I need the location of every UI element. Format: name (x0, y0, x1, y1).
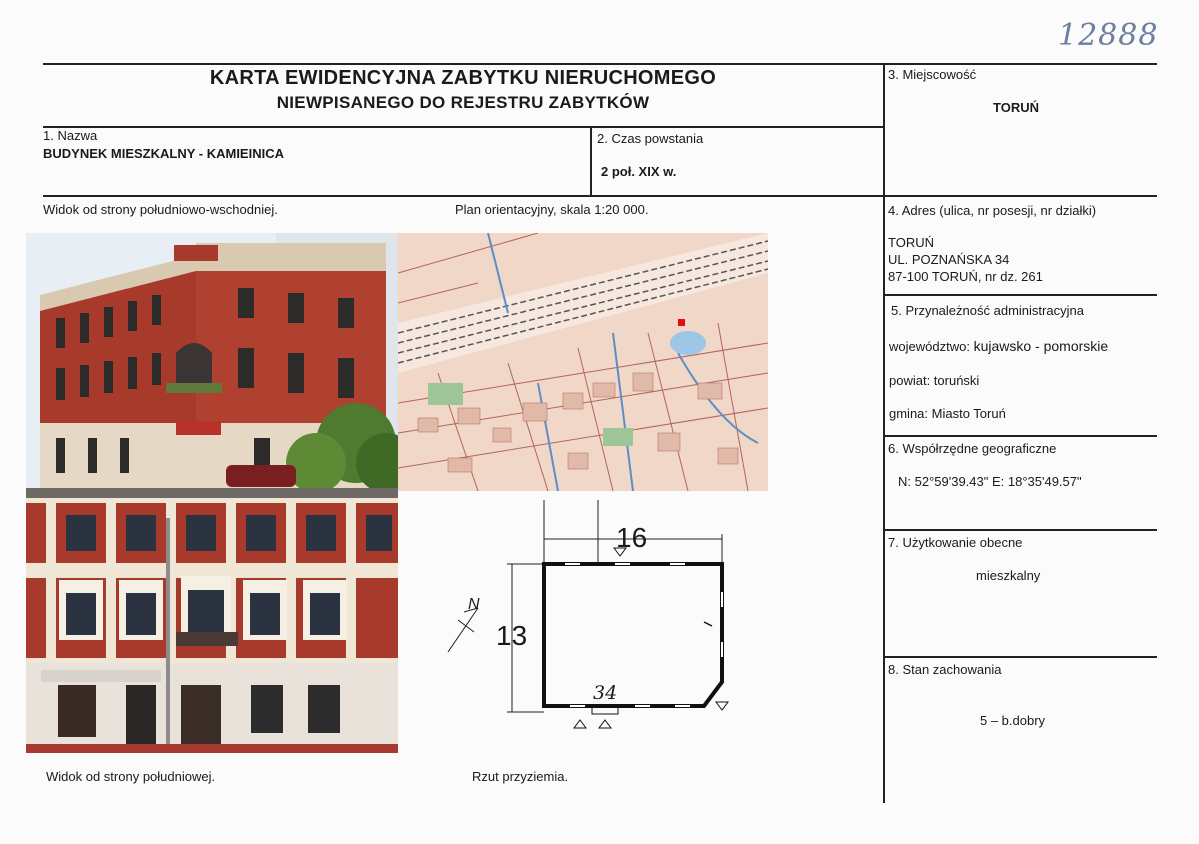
inventory-number: 12888 (1058, 18, 1159, 53)
admin-label: 5. Przynależność administracyjna (891, 303, 1084, 318)
plan-width-dimension: 16 (616, 522, 648, 553)
name-period-divider (590, 126, 592, 195)
locality-label: 3. Miejscowość (888, 67, 977, 82)
voivodeship-label: województwo: (889, 339, 970, 354)
caption-floor-plan: Rzut przyziemia. (472, 769, 569, 784)
rule-after-admin (883, 435, 1157, 437)
period-label: 2. Czas powstania (597, 131, 704, 146)
name-value: BUDYNEK MIESZKALNY - KAMIEINICA (43, 146, 284, 161)
rule-after-address (883, 294, 1157, 296)
condition-label: 8. Stan zachowania (888, 662, 1002, 677)
address-label: 4. Adres (ulica, nr posesji, nr działki) (888, 203, 1097, 218)
name-label: 1. Nazwa (43, 128, 98, 143)
address-line3: 87-100 TORUŃ, nr dz. 261 (888, 269, 1043, 284)
caption-view-south: Widok od strony południowej. (46, 769, 216, 784)
card-subtitle: NIEWPISANEGO DO REJESTRU ZABYTKÓW (276, 93, 650, 112)
card-title: KARTA EWIDENCYJNA ZABYTKU NIERUCHOMEGO (209, 67, 717, 89)
caption-view-southeast: Widok od strony południowo-wschodniej. (43, 202, 278, 217)
north-indicator: N (468, 596, 480, 613)
header-bottom-rule (43, 126, 883, 128)
orientation-map (398, 233, 768, 491)
address-line2: UL. POZNAŃSKA 34 (888, 252, 1010, 267)
voivodeship-row (889, 338, 1108, 354)
voivodeship-value: kujawsko - pomorskie (973, 338, 1109, 354)
floor-plan-drawing (440, 492, 740, 740)
top-rule (43, 63, 1157, 65)
name-row-bottom-rule (43, 195, 1157, 197)
rule-after-usage (883, 656, 1157, 658)
coords-label: 6. Współrzędne geograficzne (888, 441, 1057, 456)
address-line1: TORUŃ (888, 235, 934, 250)
usage-value: mieszkalny (976, 568, 1041, 583)
rule-after-coords (883, 529, 1157, 531)
condition-value: 5 – b.dobry (980, 713, 1046, 728)
plan-depth-dimension: 13 (496, 620, 528, 651)
right-column-divider (883, 63, 885, 803)
usage-label: 7. Użytkowanie obecne (888, 535, 1023, 550)
caption-orientation-plan: Plan orientacyjny, skala 1:20 000. (455, 202, 649, 217)
photo-south-view (26, 498, 398, 753)
photo-southeast-view (26, 233, 398, 498)
county: powiat: toruński (889, 373, 980, 388)
coords-value: N: 52°59'39.43" E: 18°35'49.57" (898, 474, 1082, 489)
commune: gmina: Miasto Toruń (889, 406, 1006, 421)
plan-house-number: 34 (593, 682, 618, 704)
locality-value: TORUŃ (993, 100, 1039, 115)
period-value: 2 poł. XIX w. (601, 164, 677, 179)
